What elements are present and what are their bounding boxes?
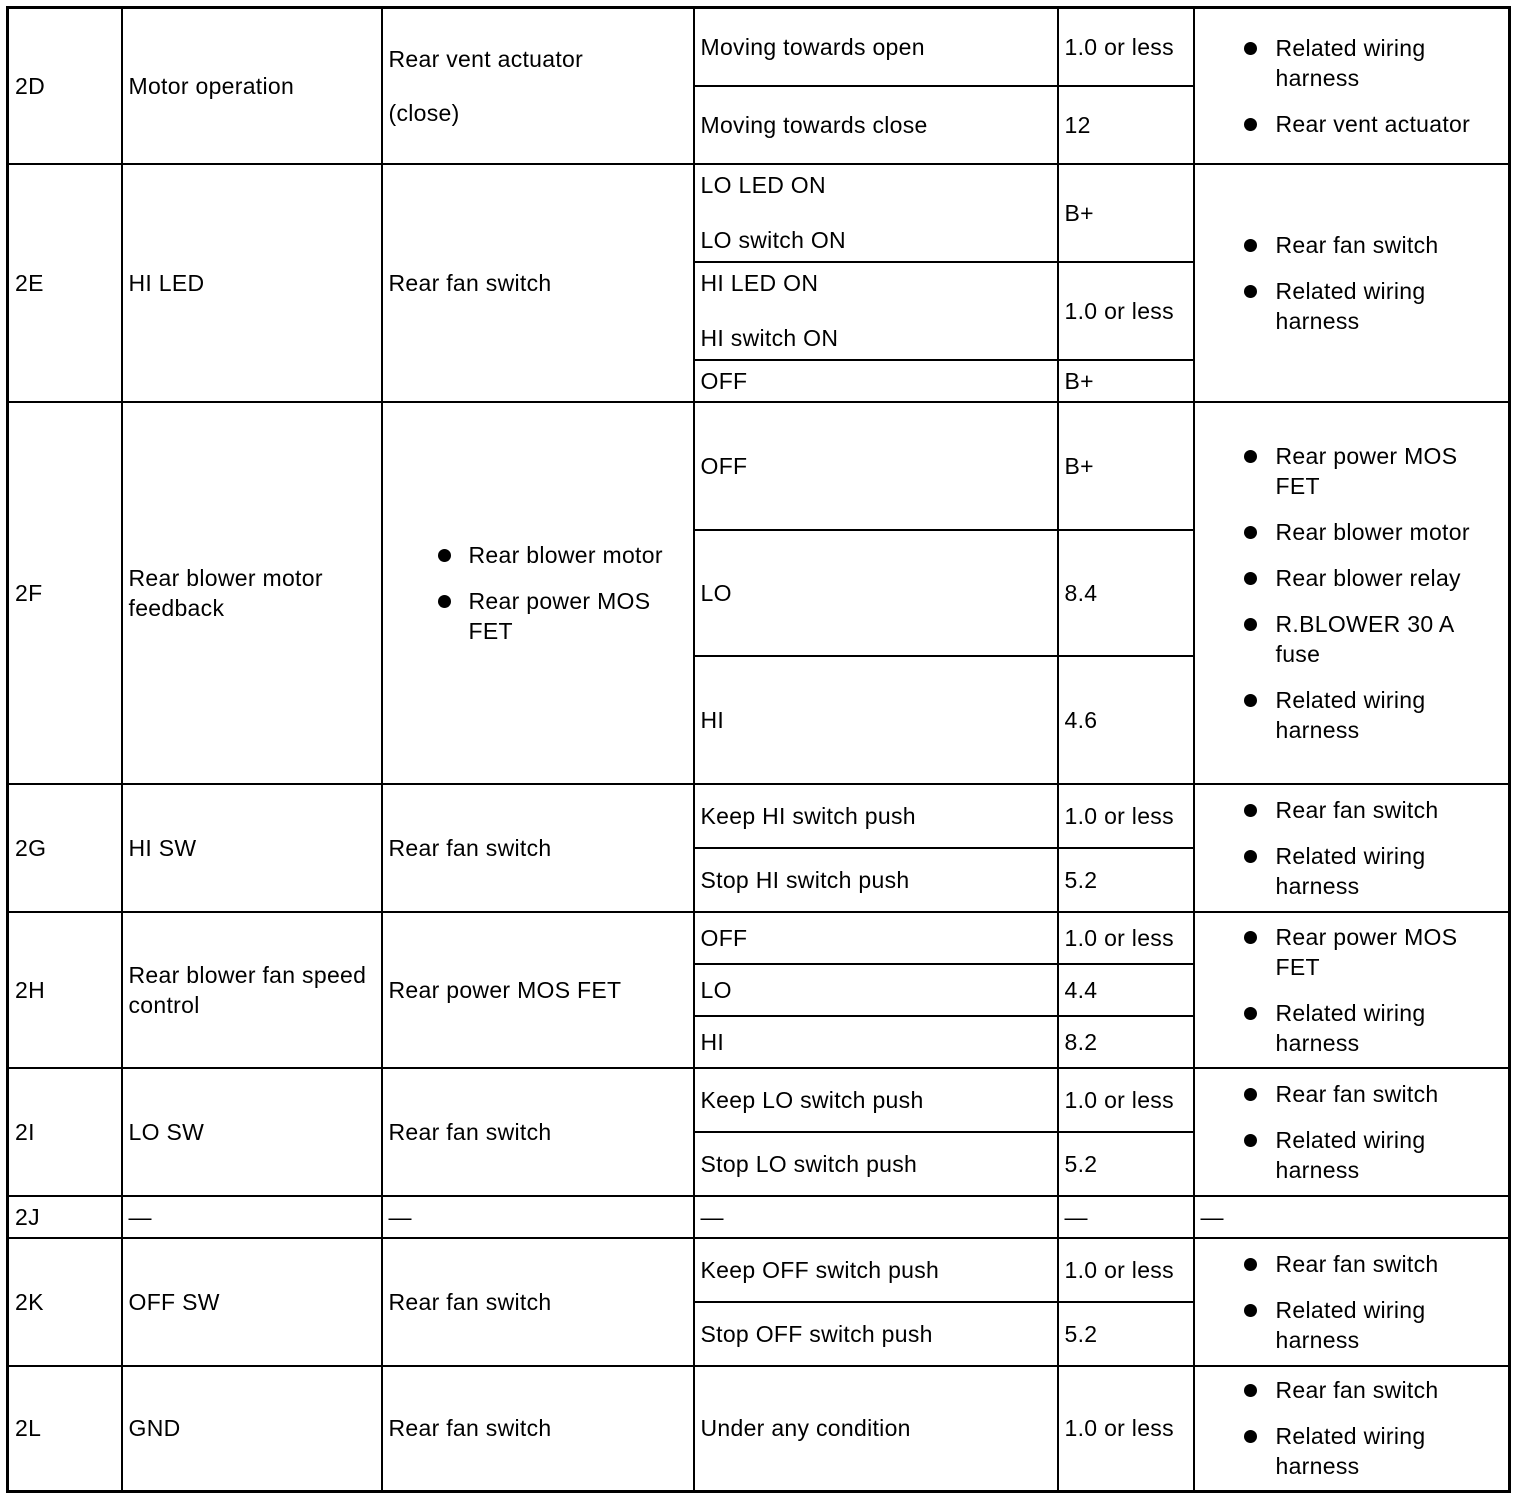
condition-line: LO LED ON: [700, 172, 826, 198]
bullet-icon: [1244, 1384, 1257, 1397]
cause-cell: [1194, 1238, 1510, 1366]
value-cell: 5.2: [1058, 848, 1194, 912]
value-cell: 4.6: [1058, 656, 1194, 784]
bullet-icon: [1244, 931, 1257, 944]
component-cell: Rear fan switch: [382, 1238, 694, 1366]
component-cell: Rear power MOS FET: [382, 912, 694, 1068]
component-item: Rear blower motor: [389, 540, 693, 570]
table-row: [8, 784, 1510, 848]
cause-item: Related wiring harness: [1201, 33, 1509, 93]
cause-item: Rear fan switch: [1201, 1079, 1509, 1109]
component-cell: [382, 8, 694, 164]
value-cell: —: [1058, 1196, 1194, 1238]
value-cell: 1.0 or less: [1058, 1366, 1194, 1492]
value-cell: B+: [1058, 164, 1194, 262]
component-cell: —: [382, 1196, 694, 1238]
item-cell: GND: [122, 1366, 382, 1492]
item-cell: Rear blower fan speed control: [122, 912, 382, 1068]
terminal-cell: 2G: [8, 784, 122, 912]
condition-cell: [694, 164, 1058, 262]
table-row: [8, 1238, 1510, 1302]
component-cell: [382, 402, 694, 784]
value-cell: 1.0 or less: [1058, 262, 1194, 360]
terminal-cell: 2I: [8, 1068, 122, 1196]
bullet-icon: [1244, 1258, 1257, 1271]
cause-item: Related wiring harness: [1201, 685, 1509, 745]
condition-cell: Stop HI switch push: [694, 848, 1058, 912]
cause-list: [1201, 441, 1509, 745]
item-cell: Rear blower motor feedback: [122, 402, 382, 784]
condition-cell: HI: [694, 1016, 1058, 1068]
cause-item: Rear blower motor: [1201, 517, 1509, 547]
cause-cell: [1194, 912, 1510, 1068]
cause-list: [1201, 230, 1509, 336]
condition-cell: HI: [694, 656, 1058, 784]
value-cell: B+: [1058, 402, 1194, 530]
cause-item: Related wiring harness: [1201, 1421, 1509, 1481]
component-line: Rear vent actuator: [388, 45, 584, 72]
value-cell: 12: [1058, 86, 1194, 164]
condition-cell: OFF: [694, 360, 1058, 402]
cause-list: [1201, 795, 1509, 901]
value-cell: 8.4: [1058, 530, 1194, 656]
table-row: [8, 8, 1510, 86]
cause-cell: [1194, 1068, 1510, 1196]
bullet-icon: [438, 595, 451, 608]
bullet-icon: [1244, 1134, 1257, 1147]
condition-cell: —: [694, 1196, 1058, 1238]
bullet-icon: [1244, 285, 1257, 298]
bullet-icon: [1244, 694, 1257, 707]
bullet-icon: [1244, 1430, 1257, 1443]
condition-cell: OFF: [694, 912, 1058, 964]
condition-cell: OFF: [694, 402, 1058, 530]
condition-cell: Keep HI switch push: [694, 784, 1058, 848]
cause-cell: [1194, 1366, 1510, 1492]
value-cell: B+: [1058, 360, 1194, 402]
table-row: [8, 1196, 1510, 1238]
item-cell: Motor operation: [122, 8, 382, 164]
terminal-cell: 2J: [8, 1196, 122, 1238]
cause-item: Related wiring harness: [1201, 1125, 1509, 1185]
terminal-cell: 2E: [8, 164, 122, 402]
value-cell: 1.0 or less: [1058, 8, 1194, 86]
terminal-spec-table: [6, 6, 1511, 1493]
cause-list: [1201, 1375, 1509, 1481]
value-cell: 4.4: [1058, 964, 1194, 1016]
bullet-icon: [1244, 804, 1257, 817]
component-item: Rear power MOS FET: [389, 586, 693, 646]
terminal-cell: 2L: [8, 1366, 122, 1492]
cause-list: [1201, 1249, 1509, 1355]
item-cell: —: [122, 1196, 382, 1238]
cause-cell: [1194, 402, 1510, 784]
terminal-cell: 2F: [8, 402, 122, 784]
condition-cell: Moving towards close: [694, 86, 1058, 164]
terminal-cell: 2K: [8, 1238, 122, 1366]
item-cell: LO SW: [122, 1068, 382, 1196]
bullet-icon: [438, 549, 451, 562]
cause-item: Rear fan switch: [1201, 1249, 1509, 1279]
bullet-icon: [1244, 118, 1257, 131]
cause-item: Rear fan switch: [1201, 795, 1509, 825]
value-cell: 5.2: [1058, 1132, 1194, 1196]
cause-cell: [1194, 8, 1510, 164]
component-cell: Rear fan switch: [382, 1068, 694, 1196]
condition-line: HI LED ON: [700, 270, 819, 296]
cause-item: Rear power MOS FET: [1201, 441, 1509, 501]
value-cell: 1.0 or less: [1058, 784, 1194, 848]
cause-cell: —: [1194, 1196, 1510, 1238]
value-cell: 5.2: [1058, 1302, 1194, 1366]
cause-item: Related wiring harness: [1201, 998, 1509, 1058]
bullet-icon: [1244, 1304, 1257, 1317]
table-row: [8, 402, 1510, 530]
bullet-icon: [1244, 42, 1257, 55]
cause-item: R.BLOWER 30 A fuse: [1201, 609, 1509, 669]
condition-cell: Keep LO switch push: [694, 1068, 1058, 1132]
value-cell: 8.2: [1058, 1016, 1194, 1068]
condition-cell: Under any condition: [694, 1366, 1058, 1492]
bullet-icon: [1244, 1088, 1257, 1101]
terminal-cell: 2H: [8, 912, 122, 1068]
table-row: [8, 1068, 1510, 1132]
item-cell: OFF SW: [122, 1238, 382, 1366]
cause-item: Rear fan switch: [1201, 1375, 1509, 1405]
condition-cell: LO: [694, 530, 1058, 656]
table-row: [8, 164, 1510, 262]
bullet-icon: [1244, 618, 1257, 631]
condition-cell: [694, 262, 1058, 360]
bullet-icon: [1244, 572, 1257, 585]
component-cell: Rear fan switch: [382, 784, 694, 912]
cause-cell: [1194, 784, 1510, 912]
condition-cell: Stop OFF switch push: [694, 1302, 1058, 1366]
cause-list: [1201, 922, 1509, 1058]
cause-item: Rear power MOS FET: [1201, 922, 1509, 982]
component-cell: Rear fan switch: [382, 164, 694, 402]
component-line: (close): [388, 99, 460, 126]
bullet-icon: [1244, 450, 1257, 463]
condition-cell: LO: [694, 964, 1058, 1016]
table-row: [8, 1366, 1510, 1492]
cause-list: [1201, 1079, 1509, 1185]
bullet-icon: [1244, 239, 1257, 252]
condition-line: HI switch ON: [700, 325, 839, 351]
condition-cell: Stop LO switch push: [694, 1132, 1058, 1196]
component-cell: Rear fan switch: [382, 1366, 694, 1492]
cause-list: [1201, 33, 1509, 139]
item-cell: HI SW: [122, 784, 382, 912]
cause-item: Rear vent actuator: [1201, 109, 1509, 139]
condition-line: LO switch ON: [700, 227, 846, 253]
item-cell: HI LED: [122, 164, 382, 402]
cause-item: Related wiring harness: [1201, 1295, 1509, 1355]
cause-item: Rear fan switch: [1201, 230, 1509, 260]
value-cell: 1.0 or less: [1058, 1068, 1194, 1132]
value-cell: 1.0 or less: [1058, 912, 1194, 964]
condition-cell: Keep OFF switch push: [694, 1238, 1058, 1302]
cause-item: Related wiring harness: [1201, 841, 1509, 901]
terminal-cell: 2D: [8, 8, 122, 164]
cause-cell: [1194, 164, 1510, 402]
value-cell: 1.0 or less: [1058, 1238, 1194, 1302]
bullet-icon: [1244, 850, 1257, 863]
condition-cell: Moving towards open: [694, 8, 1058, 86]
bullet-icon: [1244, 1007, 1257, 1020]
cause-item: Related wiring harness: [1201, 276, 1509, 336]
table-row: [8, 912, 1510, 964]
cause-item: Rear blower relay: [1201, 563, 1509, 593]
bullet-icon: [1244, 526, 1257, 539]
component-list: [389, 540, 693, 646]
